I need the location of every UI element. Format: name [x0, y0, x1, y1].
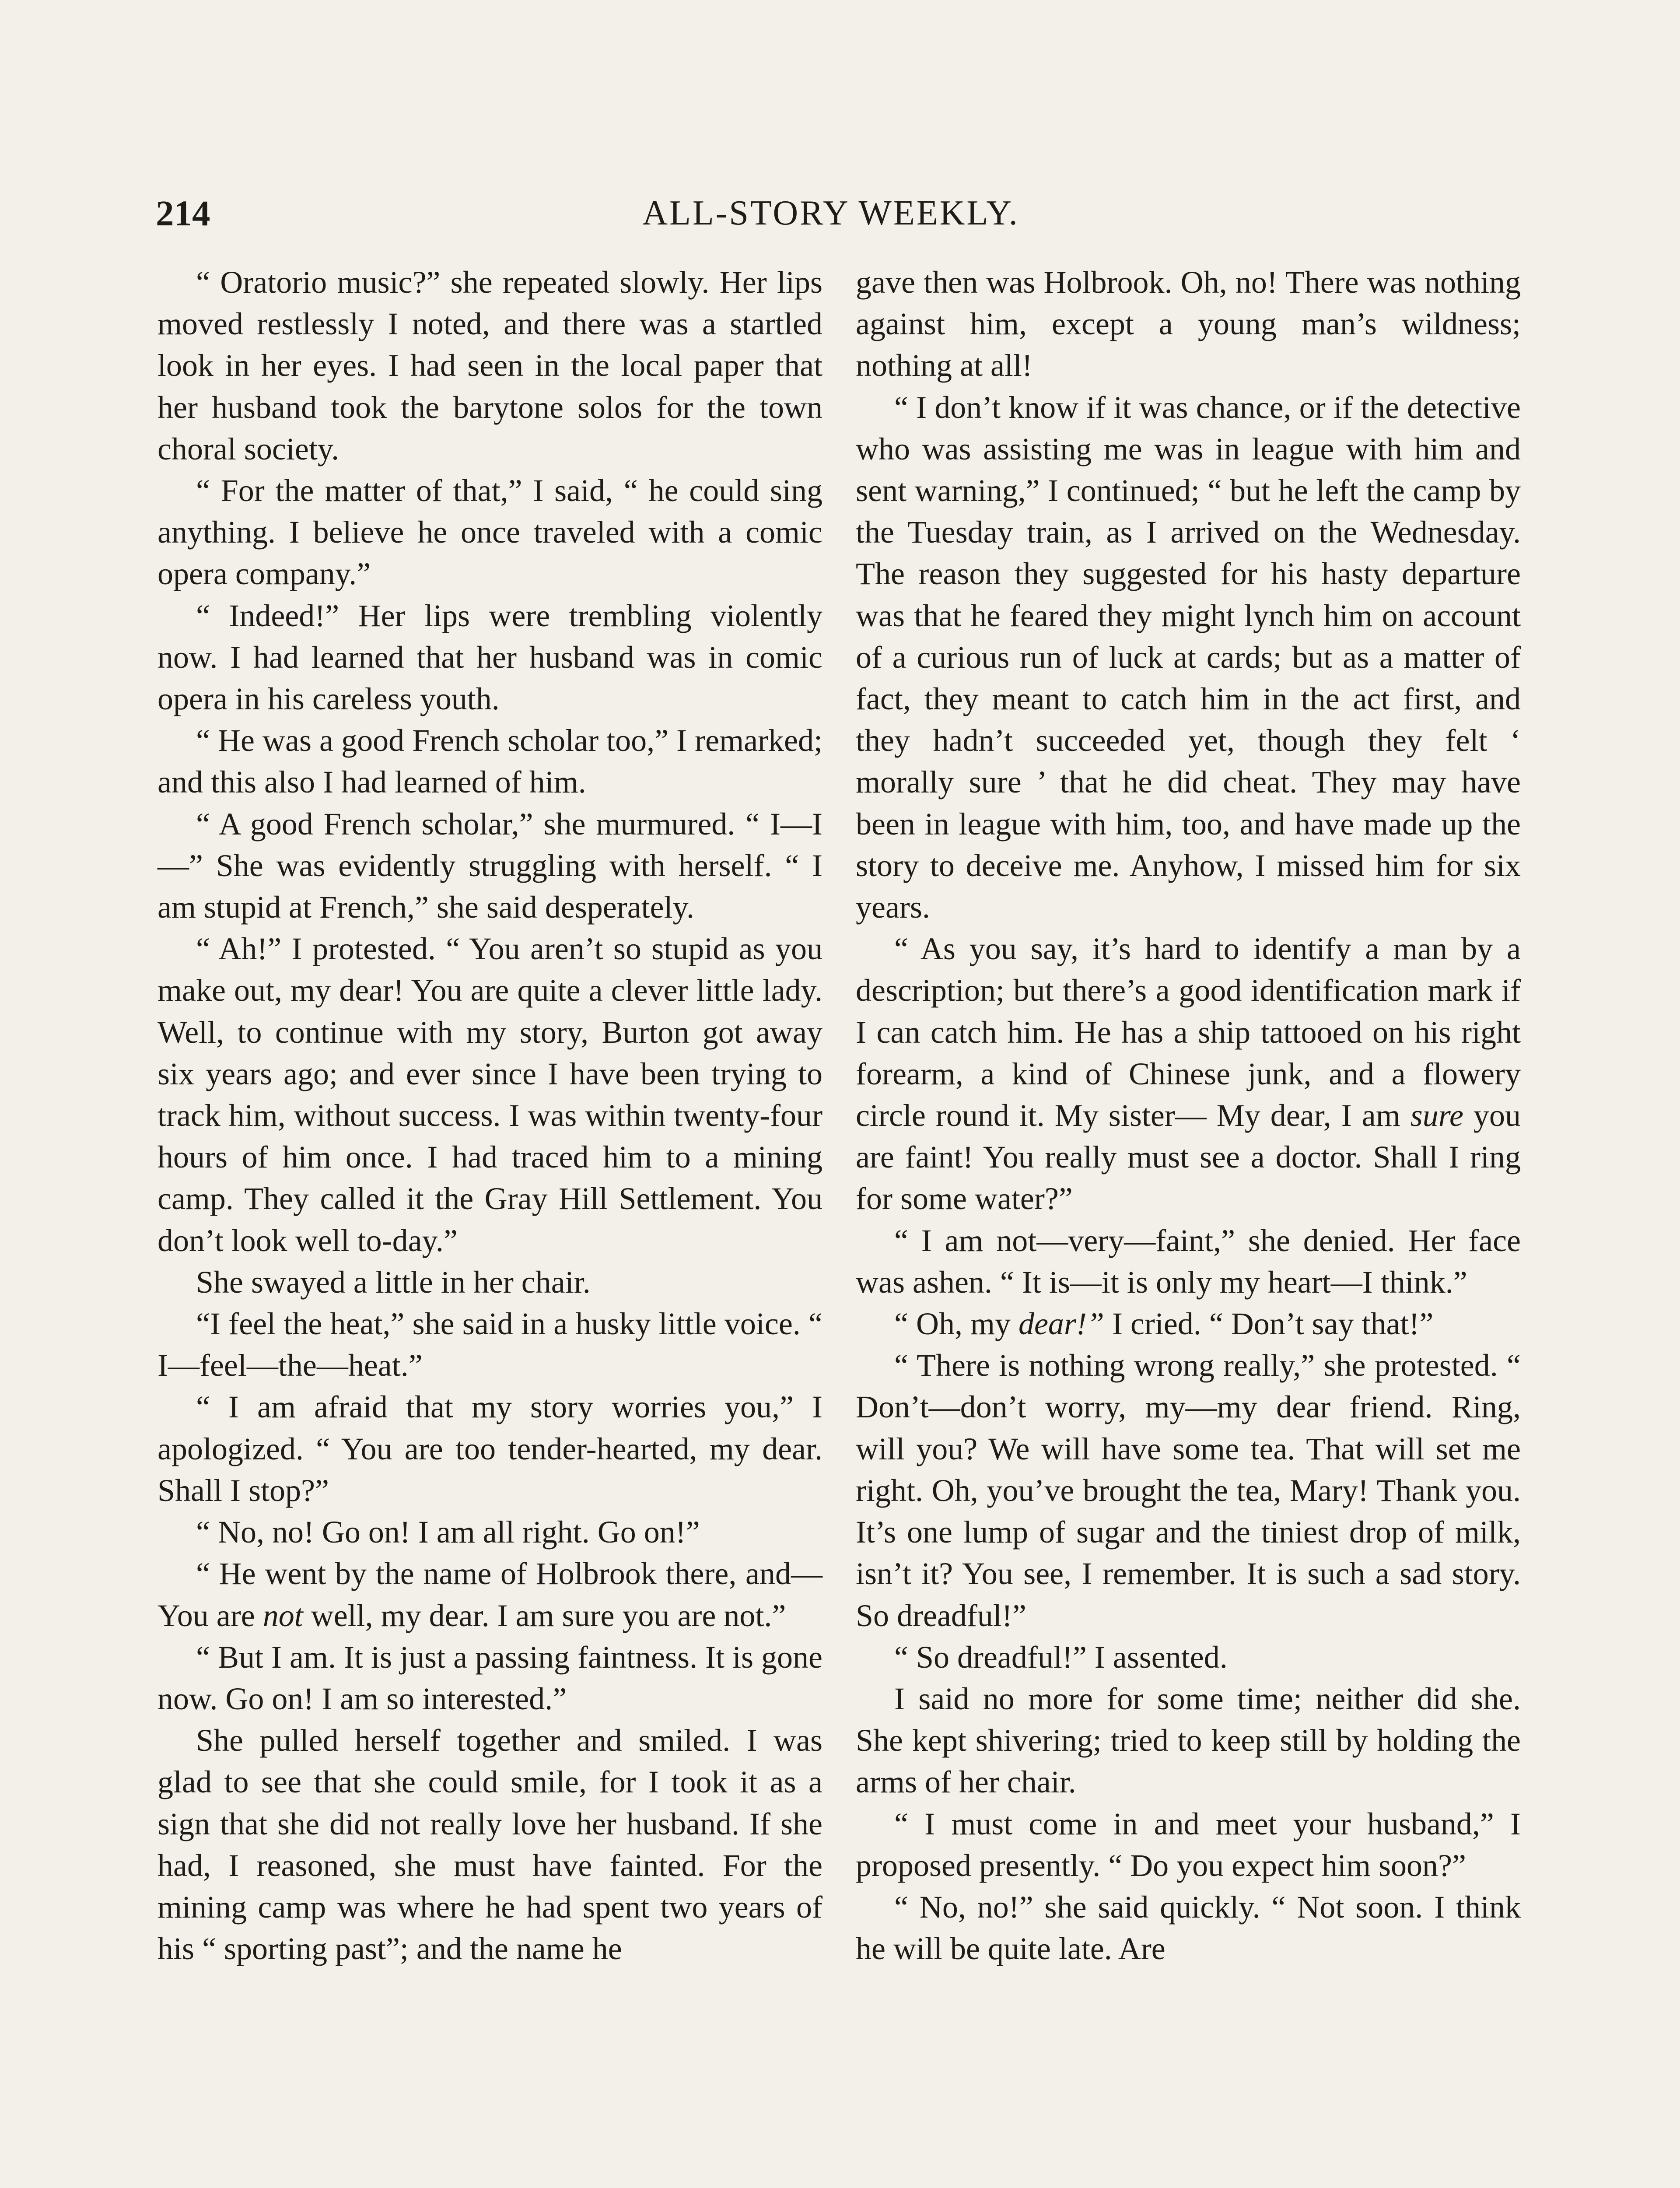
- paragraph-text: She pulled herself together and smiled. I was glad to see that she could smile, for I took it as a sign that she did not really love her husband. If she had, I reasoned, she must have fainted. For the mining camp was where he had spent two years of his “ sporting past”; and the name he: [158, 1723, 822, 1967]
- paragraph-text: “ He was a good French scholar too,” I remarked; and this also I had learned of him.: [158, 723, 822, 800]
- paragraph-text: “ There is nothing wrong really,” she protested. “ Don’t—don’t worry, my—my dear friend. Ring, will you? We will have some tea. That will set me right. Oh, you’ve brought the tea, Mary! Thank you. It’s one lump of sugar and the tiniest drop of milk, isn’t it? You see, I remember. It is such a sad story. So dreadful!”: [856, 1348, 1521, 1633]
- right-text-column: [856, 262, 1521, 1970]
- paragraph-text: “ No, no!” she said quickly. “ Not soon. I think he will be quite late. Are: [856, 1889, 1521, 1967]
- paragraph: [856, 1303, 1521, 1345]
- paragraph-text: “ So dreadful!” I assented.: [894, 1639, 1228, 1675]
- paragraph: [158, 1262, 822, 1303]
- page-header: [156, 189, 1506, 237]
- paragraph: [158, 928, 822, 1262]
- paragraph-text: “ No, no! Go on! I am all right. Go on!”: [196, 1515, 700, 1550]
- paragraph: [158, 470, 822, 595]
- paragraph: [158, 1637, 822, 1720]
- emphasized-text: sure: [1410, 1098, 1464, 1133]
- paragraph-text: “ He went by the name of Holbrook there, and— You are: [158, 1556, 822, 1633]
- paragraph-text: She swayed a little in her chair.: [196, 1264, 591, 1300]
- paragraph: [856, 1803, 1521, 1886]
- paragraph: [158, 595, 822, 720]
- page-number: 214: [156, 193, 210, 233]
- paragraph-text: “ A good French scholar,” she murmured. “ I—I—” She was evidently struggling with herself. “ I am stupid at French,” she said desperately.: [158, 806, 822, 925]
- paragraph-text: “I feel the heat,” she said in a husky little voice. “ I—feel—the—heat.”: [158, 1306, 822, 1383]
- paragraph-text: well, my dear. I am sure you are not.”: [303, 1598, 786, 1633]
- emphasized-text: not: [262, 1598, 303, 1633]
- paragraph: [158, 1720, 822, 1970]
- paragraph: [158, 803, 822, 929]
- paragraph-text: I cried. “ Don’t say that!”: [1104, 1306, 1434, 1342]
- magazine-title: ALL-STORY WEEKLY.: [642, 194, 1019, 232]
- paragraph: [856, 1886, 1521, 1970]
- paragraph-text: “ I am not—very—faint,” she denied. Her face was ashen. “ It is—it is only my heart—I think.”: [856, 1223, 1521, 1300]
- paragraph: [856, 1220, 1521, 1303]
- paragraph: [158, 720, 822, 803]
- paragraph: [856, 387, 1521, 929]
- paragraph-text: “ I must come in and meet your husband,” I proposed presently. “ Do you expect him soon?”: [856, 1806, 1521, 1883]
- left-text-column: [158, 262, 822, 1970]
- paragraph-text: “ As you say, it’s hard to identify a man by a description; but there’s a good identification mark if I can catch him. He has a ship tattooed on his right forearm, a kind of Chinese junk, and a flowery circle round it. My sister— My dear, I am: [856, 931, 1521, 1133]
- paragraph: [158, 1511, 822, 1553]
- paragraph: [158, 1553, 822, 1636]
- paragraph-text: “ But I am. It is just a passing faintness. It is gone now. Go on! I am so interested.”: [158, 1639, 822, 1716]
- paragraph-text: you are faint! You really must see a doctor. Shall I ring for some water?”: [856, 1098, 1521, 1217]
- paragraph: [158, 1303, 822, 1386]
- paragraph: [158, 1386, 822, 1511]
- paragraph-text: “ For the matter of that,” I said, “ he could sing anything. I believe he once traveled with a comic opera company.”: [158, 473, 822, 592]
- paragraph-text: “ Oratorio music?” she repeated slowly. Her lips moved restlessly I noted, and there was a startled look in her eyes. I had seen in the local paper that her husband took the barytone solos for the town choral society.: [158, 265, 822, 466]
- paragraph-text: “ Ah!” I protested. “ You aren’t so stupid as you make out, my dear! You are quite a clever little lady. Well, to continue with my story, Burton got away six years ago; and ever since I have been trying to track him, without success. I was within twenty-four hours of him once. I had traced him to a mining camp. They called it the Gray Hill Settlement. You don’t look well to-day.”: [158, 931, 822, 1258]
- paragraph: [158, 262, 822, 470]
- paragraph-text: “ Indeed!” Her lips were trembling violently now. I had learned that her husband was in comic opera in his careless youth.: [158, 598, 822, 717]
- paragraph-text: gave then was Holbrook. Oh, no! There was nothing against him, except a young man’s wildness; nothing at all!: [856, 265, 1521, 383]
- paragraph-text: “ I am afraid that my story worries you,” I apologized. “ You are too tender-hearted, my dear. Shall I stop?”: [158, 1389, 822, 1508]
- paragraph: [856, 1345, 1521, 1636]
- paragraph: [856, 1637, 1521, 1678]
- paragraph: [856, 262, 1521, 387]
- paragraph-text: I said no more for some time; neither did she. She kept shivering; tried to keep still by holding the arms of her chair.: [856, 1681, 1521, 1800]
- paragraph-text: “ Oh, my: [894, 1306, 1018, 1342]
- paragraph: [856, 928, 1521, 1220]
- paragraph-text: “ I don’t know if it was chance, or if the detective who was assisting me was in league with him and sent warning,” I continued; “ but he left the camp by the Tuesday train, as I arrived on the Wednesday. The reason they suggested for his hasty departure was that he feared they might lynch him on account of a curious run of luck at cards; but as a matter of fact, they meant to catch him in the act first, and they hadn’t succeeded yet, though they felt ‘ morally sure ’ that he did cheat. They may have been in league with him, too, and have made up the story to deceive me. Anyhow, I missed him for six years.: [856, 389, 1521, 925]
- emphasized-text: dear!”: [1018, 1306, 1104, 1342]
- paragraph: [856, 1678, 1521, 1803]
